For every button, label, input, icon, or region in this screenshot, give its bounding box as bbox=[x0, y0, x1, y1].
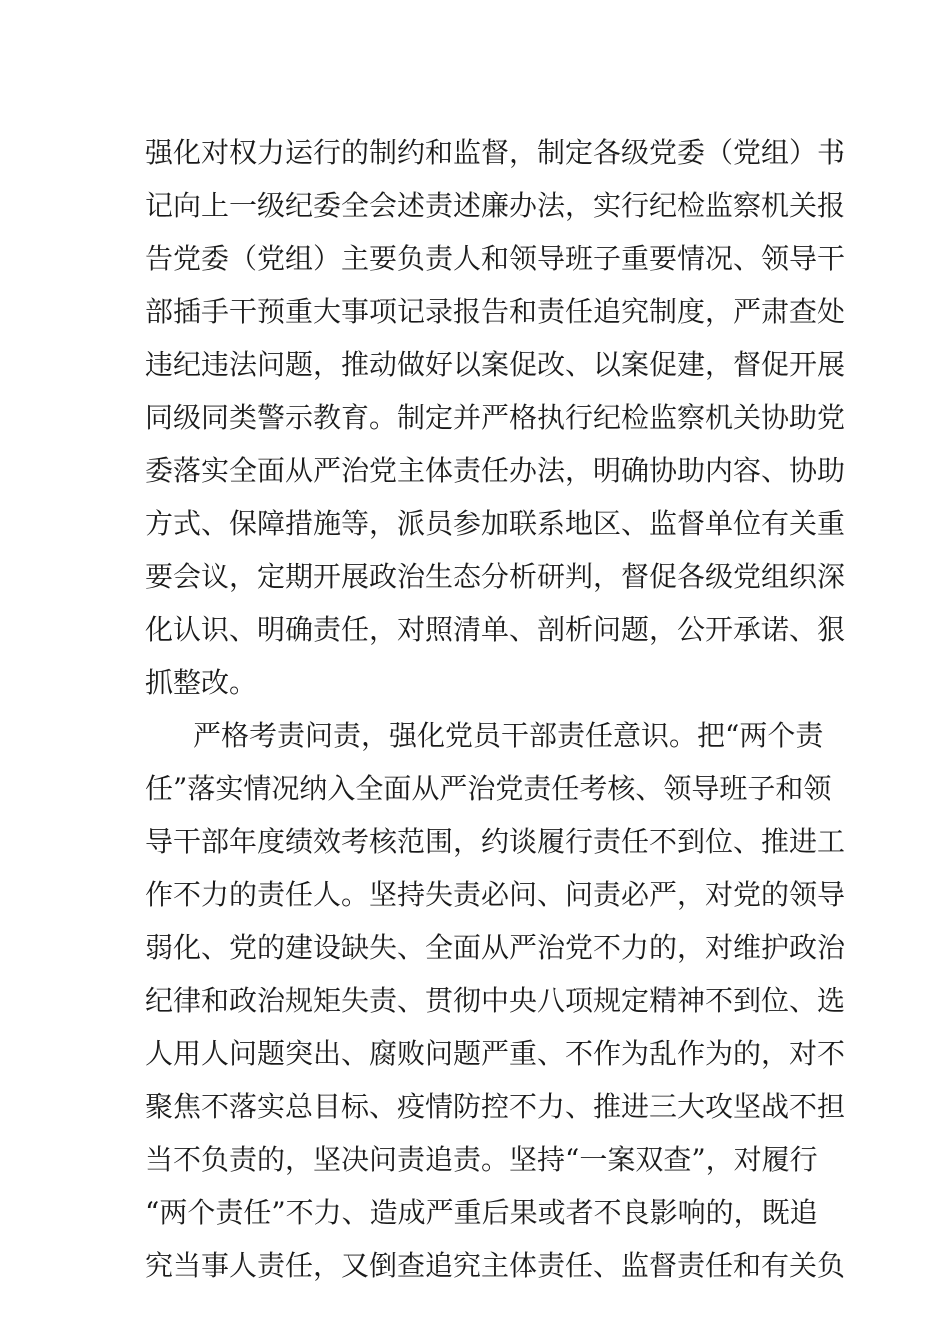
text-line: 当不负责的，坚决问责追责。坚持“一案双查”，对履行 bbox=[145, 1143, 818, 1176]
text-line: 委落实全面从严治党主体责任办法，明确协助内容、协助 bbox=[145, 454, 846, 487]
text-line: 任”落实情况纳入全面从严治党责任考核、领导班子和领 bbox=[145, 772, 832, 805]
text-line: 部插手干预重大事项记录报告和责任追究制度，严肃查处 bbox=[145, 295, 846, 328]
text-line: 究当事人责任，又倒查追究主体责任、监督责任和有关负 bbox=[145, 1249, 846, 1282]
text-line: 作不力的责任人。坚持失责必问、问责必严，对党的领导 bbox=[145, 878, 846, 911]
text-line: 告党委（党组）主要负责人和领导班子重要情况、领导干 bbox=[145, 242, 846, 275]
text-line: 记向上一级纪委全会述责述廉办法，实行纪检监察机关报 bbox=[145, 189, 846, 222]
text-line: 同级同类警示教育。制定并严格执行纪检监察机关协助党 bbox=[145, 401, 846, 434]
text-line: “两个责任”不力、造成严重后果或者不良影响的，既追 bbox=[145, 1196, 818, 1229]
text-line: 聚焦不落实总目标、疫情防控不力、推进三大攻坚战不担 bbox=[145, 1090, 846, 1123]
text-line: 强化对权力运行的制约和监督，制定各级党委（党组）书 bbox=[145, 136, 846, 169]
text-line: 弱化、党的建设缺失、全面从严治党不力的，对维护政治 bbox=[145, 931, 846, 964]
text-line: 严格考责问责，强化党员干部责任意识。把“两个责 bbox=[193, 719, 824, 752]
text-line: 要会议，定期开展政治生态分析研判，督促各级党组织深 bbox=[145, 560, 846, 593]
text-line: 化认识、明确责任，对照清单、剖析问题，公开承诺、狠 bbox=[145, 613, 846, 646]
text-line: 导干部年度绩效考核范围，约谈履行责任不到位、推进工 bbox=[145, 825, 846, 858]
text-line: 违纪违法问题，推动做好以案促改、以案促建，督促开展 bbox=[145, 348, 846, 381]
text-line: 纪律和政治规矩失责、贯彻中央八项规定精神不到位、选 bbox=[145, 984, 846, 1017]
text-line: 方式、保障措施等，派员参加联系地区、监督单位有关重 bbox=[145, 507, 846, 540]
text-line: 抓整改。 bbox=[145, 666, 258, 699]
text-line: 人用人问题突出、腐败问题严重、不作为乱作为的，对不 bbox=[145, 1037, 846, 1070]
